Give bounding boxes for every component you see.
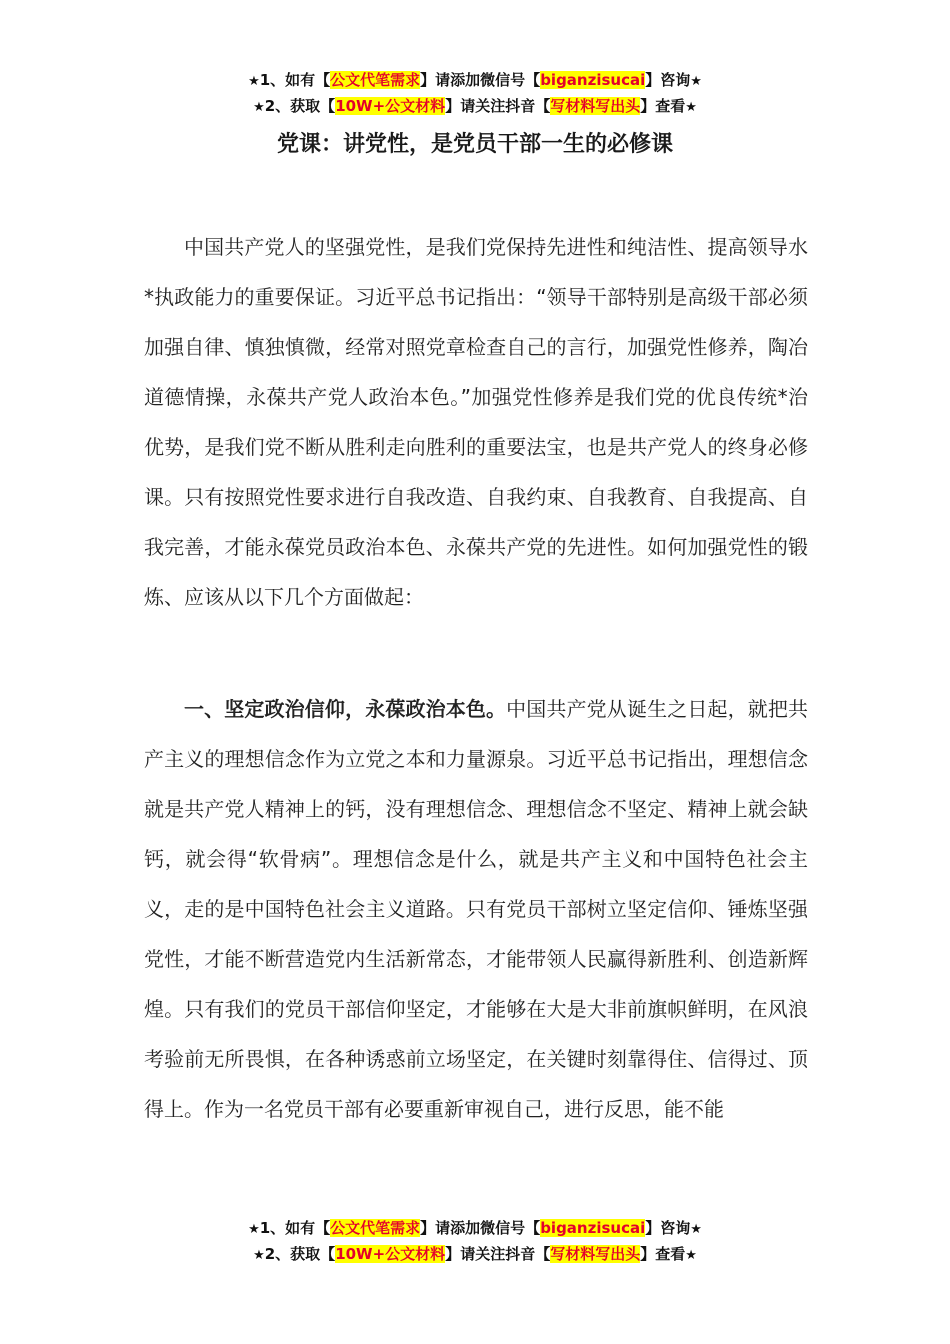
footer-line-1: ★1、如有【公文代笔需求】请添加微信号【biganzisucai】咨询★ [248,1219,702,1237]
document-title: 党课：讲党性，是党员干部一生的必修课 [276,132,673,157]
star-icon: ★ [253,100,265,115]
section-heading: 一、坚定政治信仰，永葆政治本色。 [184,697,507,721]
star-icon: ★ [685,100,697,115]
highlight-douyin-account: 写材料写出头 [550,97,641,115]
header-banner [0,68,950,120]
highlight-service: 公文代笔需求 [330,1219,421,1237]
header-line-2: ★2、获取【10W+公文材料】请关注抖音【写材料写出头】查看★ [253,97,697,115]
footer-banner [0,1216,950,1268]
header-line-1: ★1、如有【公文代笔需求】请添加微信号【biganzisucai】咨询★ [248,71,702,89]
section-body: 中国共产党从诞生之日起，就把共产主义的理想信念作为立党之本和力量源泉。习近平总书记指出，理想信念就是共产党人精神上的钙，没有理想信念、理想信念不坚定、精神上就会缺钙，就会得“软骨病”。理想信念是什么，就是共产主义和中国特色社会主义，走的是中国特色社会主义道路。只有党员干部树立坚定信仰、锤炼坚强党性，才能不断营造党内生活新常态，才能带领人民赢得新胜利、创造新辉煌。只有我们的党员干部信仰坚定，才能够在大是大非前旗帜鲜明，在风浪考验前无所畏惧，在各种诱惑前立场坚定，在关键时刻靠得住、信得过、顶得上。作为一名党员干部有必要重新审视自己，进行反思，能不能 [144,697,809,1121]
highlight-service: 公文代笔需求 [330,71,421,89]
highlight-materials: 10W+公文材料 [335,97,446,115]
highlight-materials: 10W+公文材料 [335,1245,446,1263]
star-icon: ★ [685,1248,697,1263]
highlight-wechat-id: biganzisucai [540,71,646,89]
star-icon: ★ [253,1248,265,1263]
star-icon: ★ [248,1222,260,1237]
highlight-douyin-account: 写材料写出头 [550,1245,641,1263]
paragraph-intro: 中国共产党人的坚强党性，是我们党保持先进性和纯洁性、提高领导水*执政能力的重要保证。习近平总书记指出：“领导干部特别是高级干部必须加强自律、慎独慎微，经常对照党章检查自己的言行，加强党性修养，陶冶道德情操，永葆共产党人政治本色。”加强党性修养是我们党的优良传统*治优势，是我们党不断从胜利走向胜利的重要法宝，也是共产党人的终身必修课。只有按照党性要求进行自我改造、自我约束、自我教育、自我提高、自我完善，才能永葆党员政治本色、永葆共产党的先进性。如何加强党性的锻炼、应该从以下几个方面做起： [144,235,808,609]
star-icon: ★ [690,1222,702,1237]
star-icon: ★ [248,74,260,89]
paragraph-section-1 [144,684,808,1134]
star-icon: ★ [690,74,702,89]
footer-line-2: ★2、获取【10W+公文材料】请关注抖音【写材料写出头】查看★ [253,1245,697,1263]
highlight-wechat-id: biganzisucai [540,1219,646,1237]
